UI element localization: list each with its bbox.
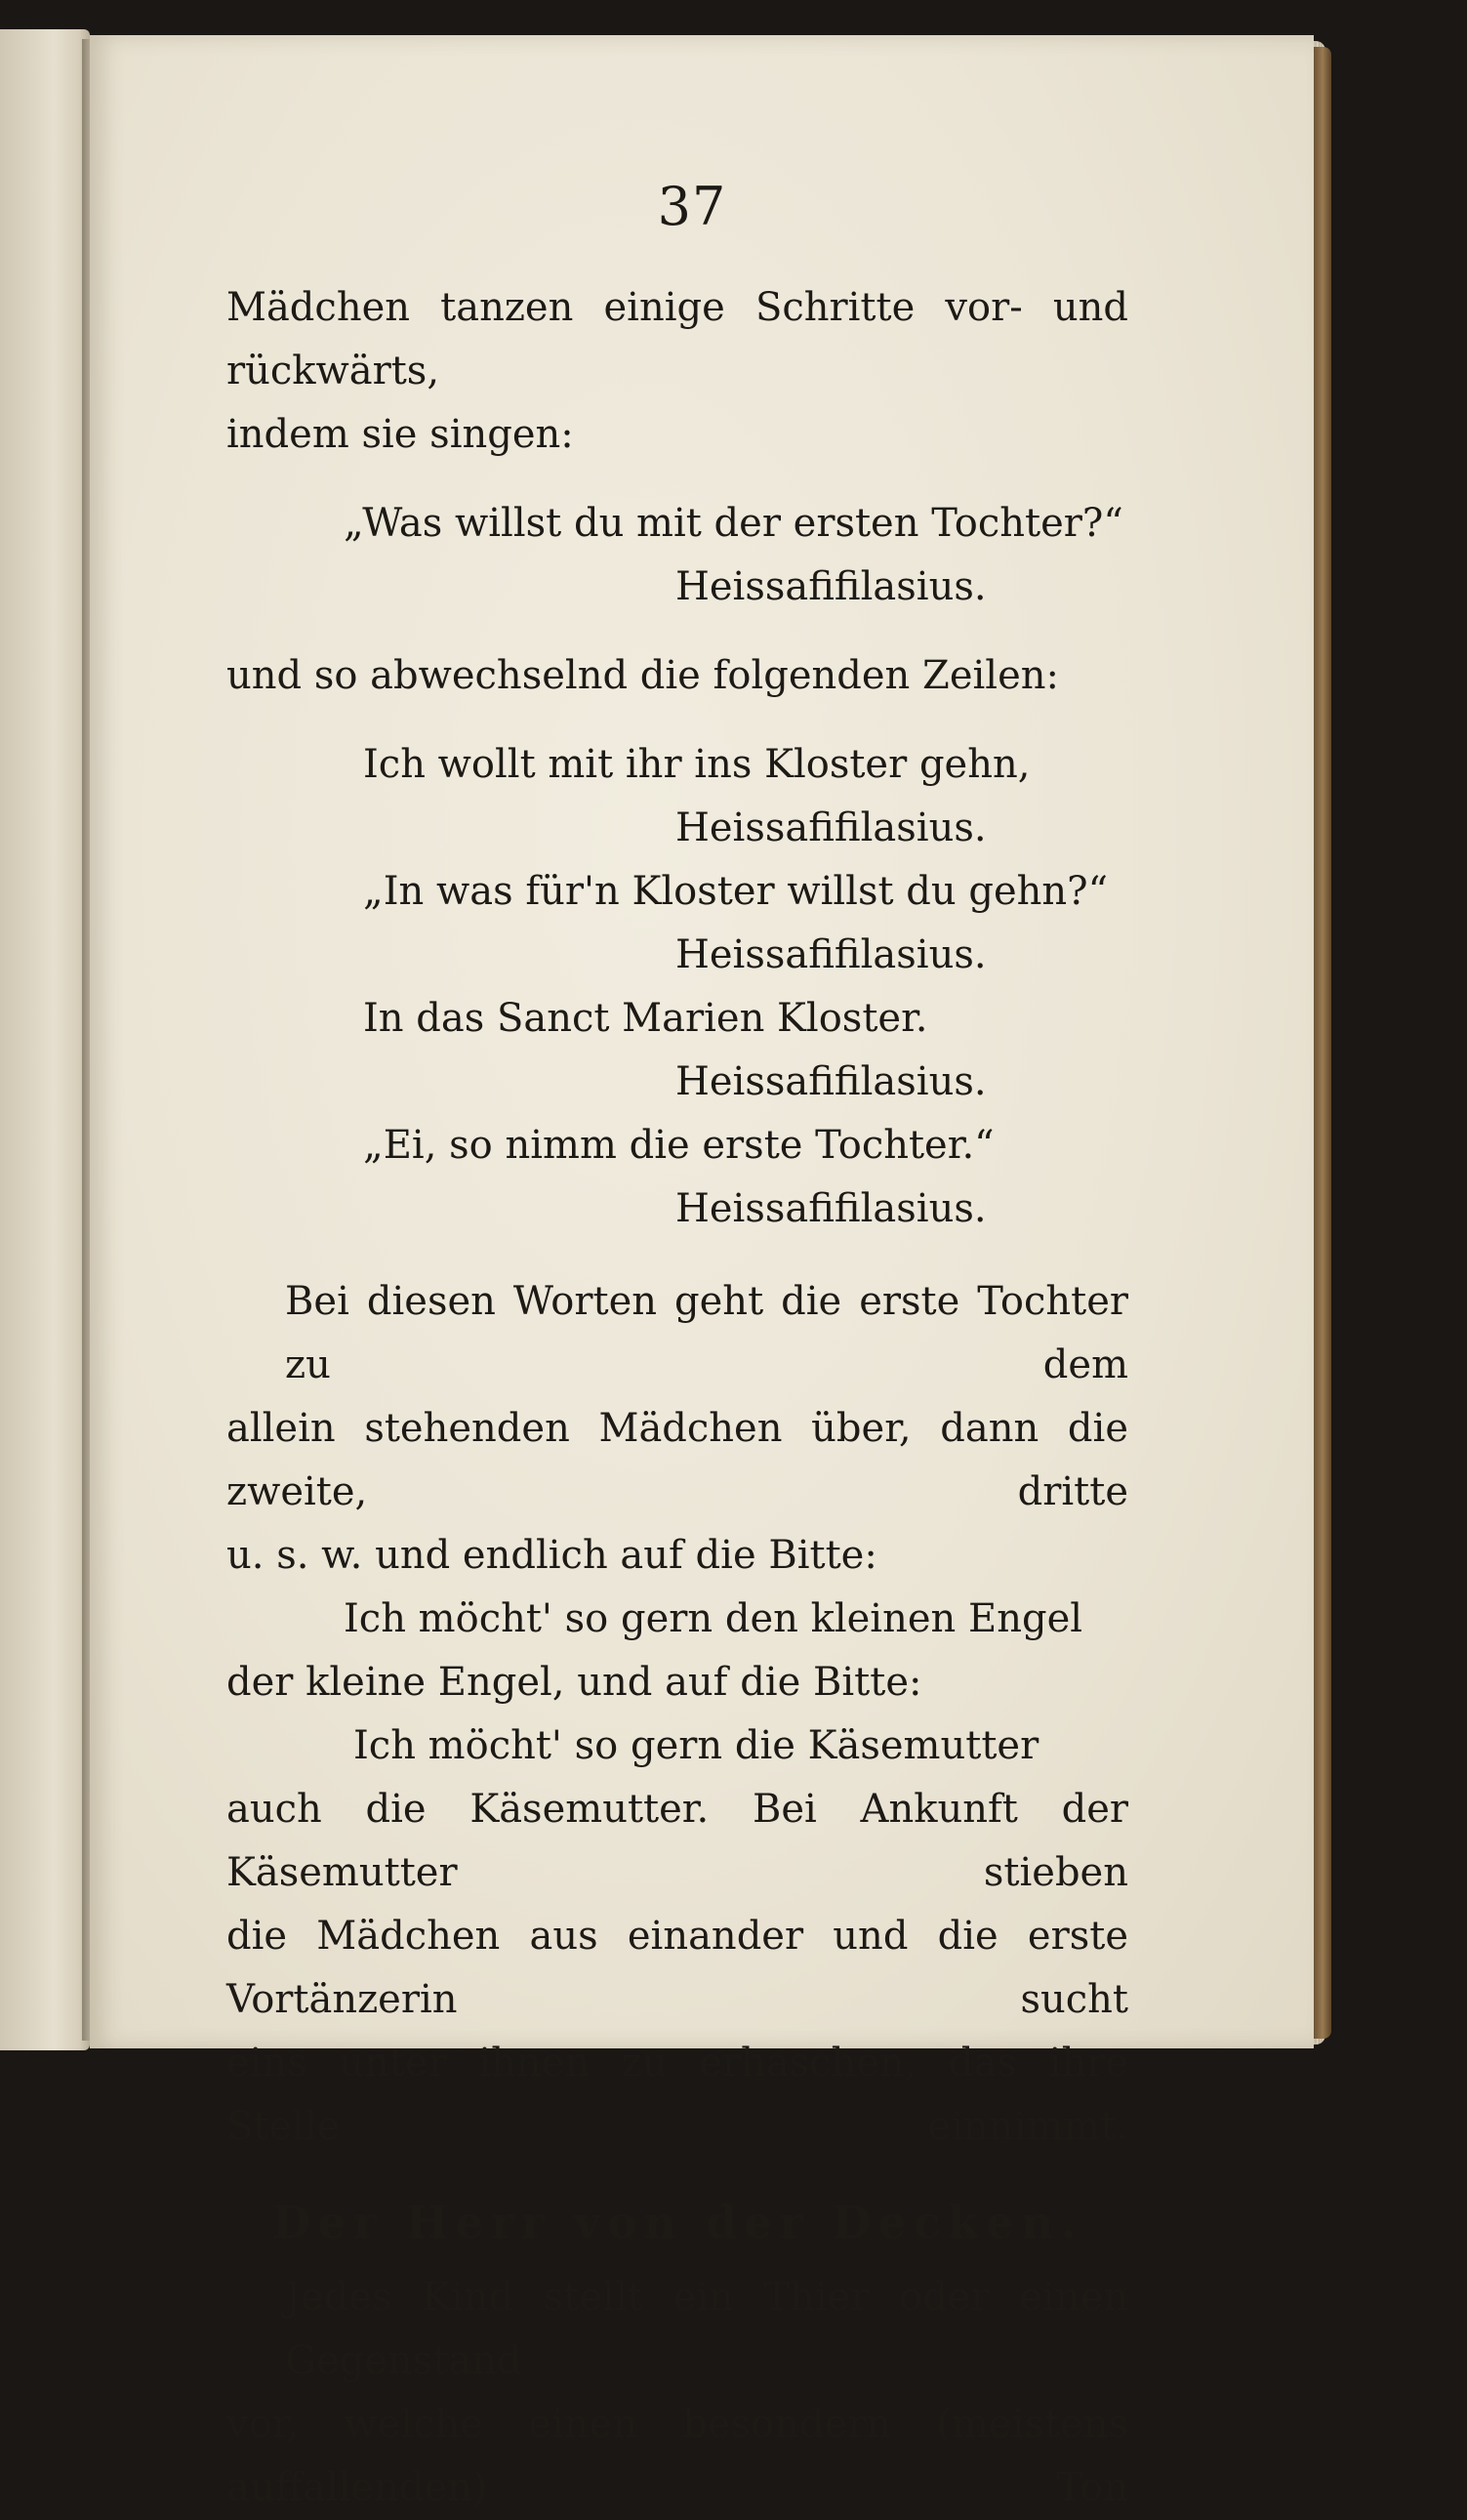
- refrain-line: Heissafifilasius.: [675, 1186, 987, 1231]
- paragraph-engel: der kleine Engel, und auf die Bitte:: [226, 1660, 922, 1705]
- paragraph-final: [226, 2266, 1128, 2520]
- refrain-line: Heissafifilasius.: [675, 1059, 987, 1104]
- transition-line: und so abwechselnd die folgenden Zeilen:: [226, 653, 1059, 698]
- text-line: vor, welche einen besondern (meistens auffallenden) Ton: [226, 2402, 1128, 2510]
- verse-line: „Was willst du mit der ersten Tochter?“: [344, 501, 1123, 546]
- verse-line: „Ei, so nimm die erste Tochter.“: [363, 1123, 995, 1168]
- text-line: auch die Käsemutter. Bei Ankunft der Käsemutter stieben: [226, 1787, 1128, 1895]
- verse-line: Ich möcht' so gern den kleinen Engel: [344, 1596, 1083, 1641]
- refrain-line: Heissafifilasius.: [675, 564, 987, 609]
- facing-page: [0, 29, 90, 2050]
- text-line: indem sie singen:: [226, 412, 574, 457]
- section-heading: Der Herr von der Decken.: [271, 2196, 1083, 2249]
- paragraph-kaese: [226, 1778, 1128, 2159]
- verse-block-1: [226, 492, 1128, 619]
- verse-kaese: [226, 1714, 1128, 1778]
- text-line: u. s. w. und endlich auf die Bitte:: [226, 1533, 877, 1578]
- verse-line: „In was für'n Kloster willst du gehn?“: [363, 869, 1109, 914]
- refrain-line: Heissafifilasius.: [675, 932, 987, 977]
- verse-block-2: [226, 733, 1128, 1241]
- text-line: Jedes Kind stellt ein Thier oder einen Gegenstand: [285, 2275, 1128, 2383]
- text-line: eins unter ihnen zu erhaschen, das ihre Stelle einnimmt.: [226, 2041, 1128, 2149]
- verse-line: In das Sanct Marien Kloster.: [363, 996, 928, 1041]
- text-line: Bei diesen Worten geht die erste Tochter zu dem: [285, 1279, 1128, 1387]
- text-line: allein stehenden Mädchen über, dann die zweite, dritte: [226, 1406, 1128, 1514]
- verse-line: Ich wollt mit ihr ins Kloster gehn,: [363, 742, 1031, 787]
- text-line: die Mädchen aus einander und die erste Vortänzerin sucht: [226, 1914, 1128, 2022]
- page-number: 37: [657, 176, 727, 237]
- page-content: [226, 176, 1128, 2520]
- book-cover-edge: [1314, 47, 1331, 2039]
- verse-engel: [226, 1588, 1128, 1651]
- verse-line: Ich möcht' so gern die Käsemutter: [353, 1723, 1039, 1768]
- text-line: Mädchen tanzen einige Schritte vor- und rückwärts,: [226, 285, 1128, 393]
- refrain-line: Heissafifilasius.: [675, 806, 987, 850]
- paragraph-bei-diesen: [226, 1270, 1128, 1588]
- intro-paragraph: [226, 276, 1128, 467]
